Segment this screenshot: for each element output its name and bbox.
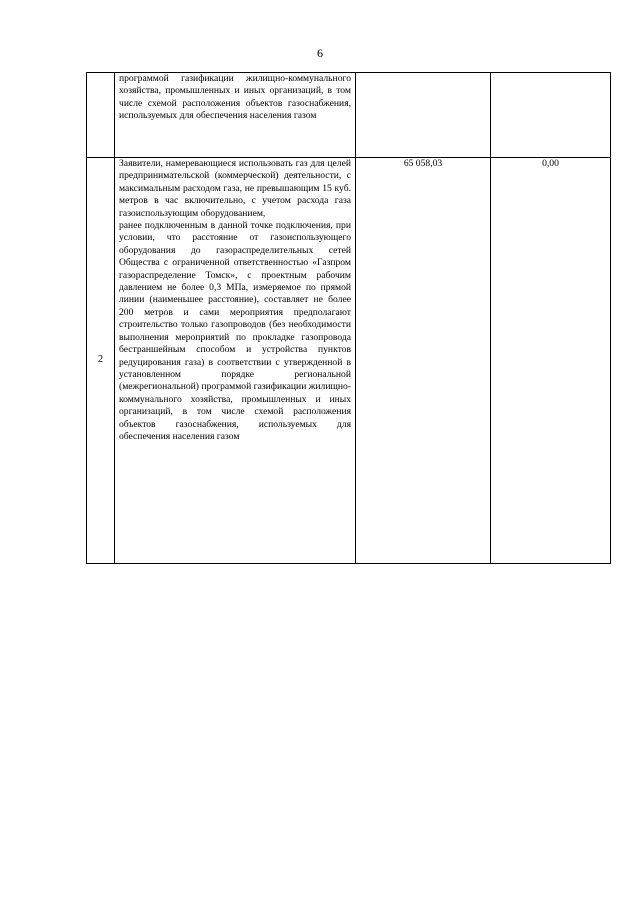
page-number: 6 [317, 46, 323, 60]
row-value2-cell: 0,00 [491, 158, 611, 564]
description-paragraph: программой газификации жилищно-коммунального хозяйства, промышленных и иных организаций, в том числе схемой расположения объектов газоснабжения, используемых для обеспечения населения газом [119, 73, 351, 122]
row-description-cell [115, 73, 356, 158]
row-value-cell: 65 058,03 [356, 158, 491, 564]
tariff-table [86, 72, 611, 564]
description-paragraph: Заявители, намеревающиеся использовать газ для целей предпринимательской (коммерческой) деятельности, с максимальным расходом газа, не превышающим 15 куб. метров в час включительно, с учетом расхода газа газоиспользующим оборудованием, [119, 158, 351, 219]
row-value-cell [356, 73, 491, 158]
description-paragraph: ранее подключенным в данной точке подключения, при условии, что расстояние от газоиспользующего оборудования до газораспределительных сетей Общества с ограниченной ответственностью «Газпром газораспределение Томск», с проектным рабочим давлением не более 0,3 МПа, измеряемое по прямой линии (наименьшее расстояние), составляет не более 200 метров и сами мероприятия предполагают строительство только газопроводов (без необходимости выполнения мероприятий по прокладке газопровода бестраншейным способом и устройства пунктов редуцирования газа) в соответствии с утвержденной в установленном порядке региональной (межрегиональной) программой газификации жилищно-коммунального хозяйства, промышленных и иных организаций, в том числе схемой расположения объектов газоснабжения, используемых для обеспечения населения газом [119, 220, 351, 442]
table-row [87, 73, 611, 158]
row-index-cell: 2 [87, 158, 115, 564]
row-value2-cell [491, 73, 611, 158]
table-row [87, 158, 611, 564]
row-description-cell [115, 158, 356, 564]
row-index-cell [87, 73, 115, 158]
